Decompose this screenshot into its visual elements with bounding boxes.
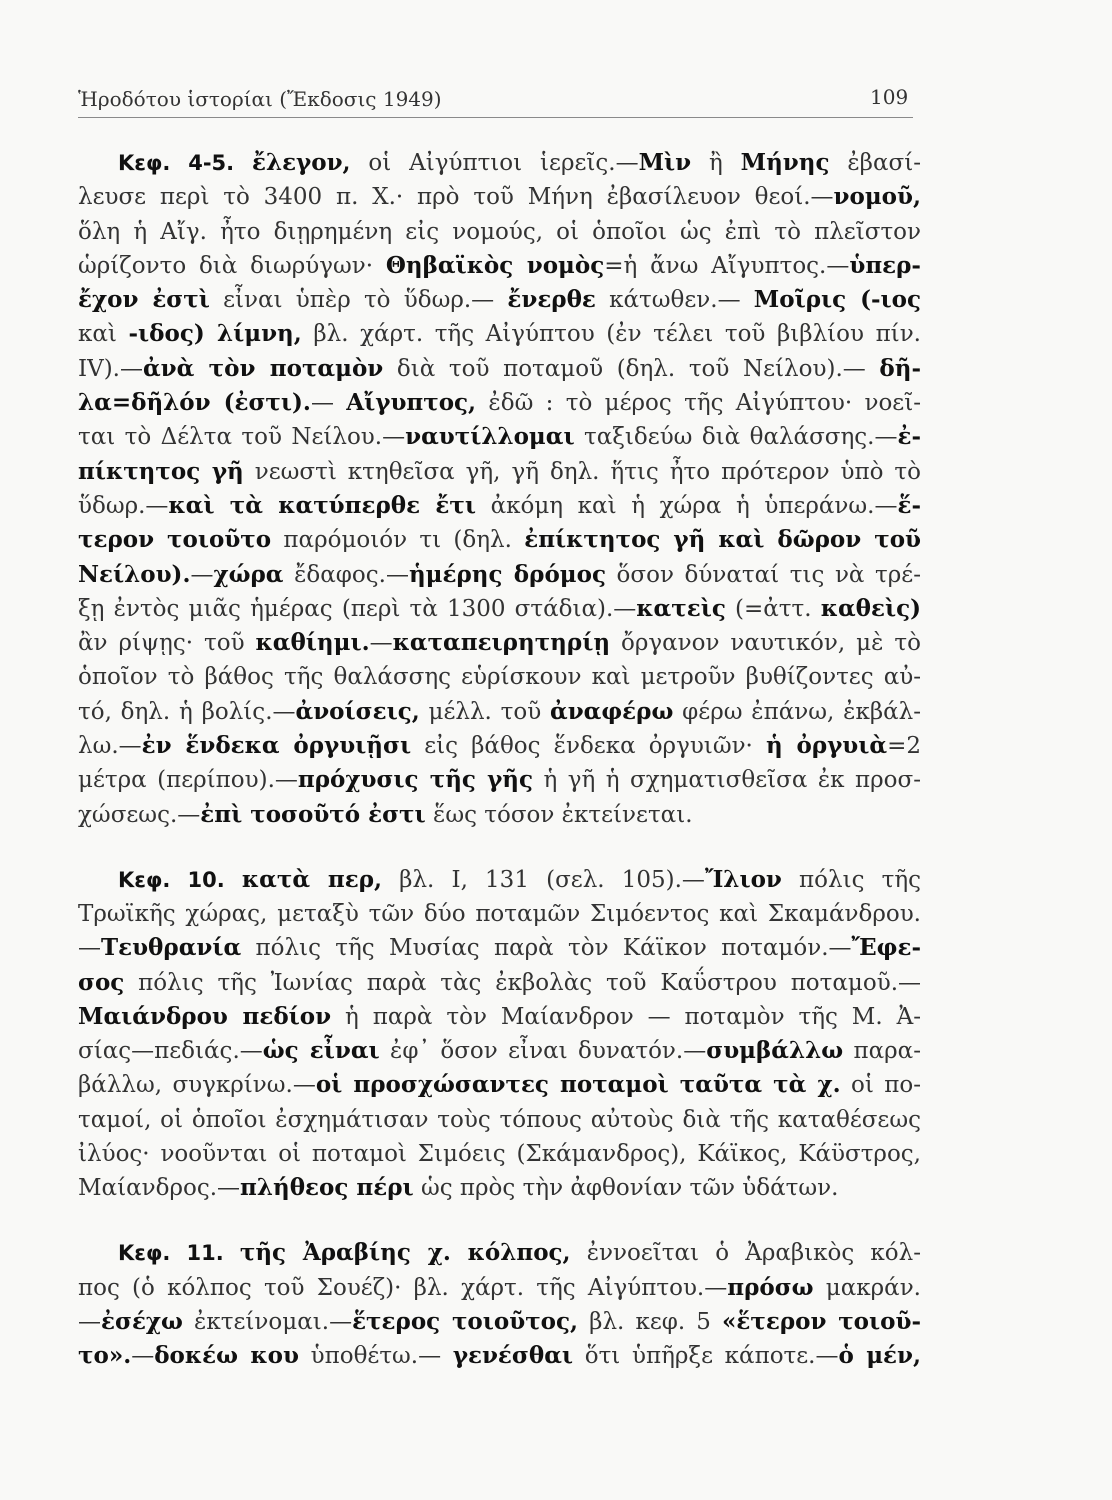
text-line — [78, 1068, 921, 1102]
text-run: ὅλη ἡ Αἴγ. ἦτο διῃρημένη εἰς νομούς, οἱ ὁποῖοι ὡς ἐπὶ τὸ πλεῖστον — [78, 218, 921, 245]
text-run: ὁποῖον τὸ βάθος τῆς θαλάσσης εὑρίσκουν καὶ μετροῦν βυθίζοντες αὐ- — [78, 664, 921, 691]
text-line — [78, 420, 921, 454]
bold-term: ἐπίκτητος γῆ καὶ δῶρον τοῦ — [524, 526, 921, 554]
text-run: ἂν ρίψῃς· τοῦ — [78, 630, 256, 657]
text-run: καὶ — [78, 321, 129, 348]
text-line — [78, 863, 921, 897]
text-run: =2 — [887, 733, 921, 760]
bold-term: ἡ ὀργυιὰ — [765, 732, 888, 760]
text-run: παρα- — [843, 1038, 921, 1065]
text-line — [78, 897, 921, 931]
text-run: ἡ γῆ ἡ σχηματισθεῖσα ἐκ προσ- — [533, 767, 921, 794]
text-run: ὡς πρὸς τὴν ἀφθονίαν τῶν ὑδάτων. — [413, 1175, 839, 1202]
paragraph — [78, 863, 921, 1206]
text-run: διὰ τοῦ ποταμοῦ (δηλ. τοῦ Νείλου).— — [383, 355, 880, 382]
text-run: νεωστὶ κτηθεῖσα γῆ, γῆ δηλ. ἥτις ἦτο πρότερον ὑπὸ τὸ — [243, 458, 921, 485]
text-line — [78, 1236, 921, 1270]
bold-term: ἔχον ἐστὶ — [78, 286, 210, 314]
bold-term: καὶ τὰ κατύπερθε ἔτι — [168, 491, 476, 519]
text-run: πόλις τῆς — [781, 866, 922, 893]
bold-term: το». — [78, 1342, 132, 1370]
text-line — [78, 489, 921, 523]
bold-term: ἔλεγον, — [251, 149, 351, 176]
text-run — [225, 867, 242, 893]
text-run: ταξιδεύω διὰ θαλάσσης.— — [574, 424, 898, 451]
text-run: ἀκόμη καὶ ἡ χώρα ἡ ὑπεράνω.— — [475, 492, 898, 519]
text-run: οἱ Αἰγύπτιοι ἱερεῖς.— — [350, 150, 639, 176]
bold-term: Αἴγυπτος, — [346, 389, 477, 417]
text-line — [78, 1137, 921, 1171]
bold-term: τῆς Ἀραβίης χ. κόλπος, — [239, 1239, 571, 1267]
bold-term: ἀνοίσεις, — [295, 697, 420, 725]
page-number: 109 — [870, 85, 909, 109]
text-run: μέλλ. τοῦ — [419, 698, 551, 725]
text-run: πος (ὁ κόλπος τοῦ Σουέζ)· βλ. χάρτ. τῆς Αἰγύπτου.— — [78, 1274, 728, 1301]
text-line — [78, 592, 921, 626]
bold-term: ἀναφέρω — [550, 697, 674, 725]
text-run: ἔδαφος.— — [283, 561, 409, 588]
text-run: τό, δηλ. ἡ βολίς.— — [78, 698, 296, 725]
text-line — [78, 352, 921, 386]
text-run: ἐκτείνομαι.— — [182, 1308, 353, 1335]
text-line — [78, 1271, 921, 1305]
bold-term: δῆ- — [879, 354, 921, 382]
text-line — [78, 763, 921, 797]
text-run: ὑποθέτω.— — [298, 1343, 453, 1370]
text-run: λευσε περὶ τὸ 3400 π. Χ.· πρὸ τοῦ Μήνη ἐβασίλευον θεοί.— — [78, 184, 834, 211]
text-run: ἡ παρὰ τὸν Μαίανδρον — ποταμὸν τῆς Μ. Ἀ- — [331, 1003, 921, 1030]
bold-term: Μοῖρις (-ιος — [753, 286, 921, 314]
text-run: πόλις τῆς Ἰωνίας παρὰ τὰς ἐκβολὰς τοῦ Καΰστρου ποταμοῦ.— — [124, 969, 921, 996]
text-run: ἐδῶ : τὸ μέρος τῆς Αἰγύπτου· νοεῖ- — [476, 390, 922, 417]
bold-term: Νείλου). — [78, 560, 191, 588]
chapter-label: Κεφ. 10. — [118, 867, 225, 892]
bold-term: ἐν ἕνδεκα ὀργυιῇσι — [141, 732, 412, 760]
text-run: κάτωθεν.— — [595, 287, 754, 314]
text-run: — — [310, 390, 347, 417]
text-run: ὅτι ὑπῆρξε κάποτε.— — [573, 1343, 839, 1370]
bold-term: πλήθεος πέρι — [240, 1174, 414, 1202]
text-line — [78, 558, 921, 592]
text-line — [78, 283, 921, 317]
text-line — [78, 1339, 921, 1373]
text-run: εἶναι ὑπὲρ τὸ ὕδωρ.— — [209, 287, 508, 314]
text-run: ἐννοεῖται ὁ Ἀραβικὸς κόλ- — [570, 1240, 921, 1267]
bold-term: ἕτερος τοιοῦτος, — [352, 1307, 579, 1335]
text-run: λω.— — [78, 733, 142, 760]
text-run: — — [369, 630, 393, 657]
bold-term: χώρα — [213, 560, 284, 588]
text-run: ὅσον δύναταί τις νὰ τρέ- — [605, 561, 921, 588]
text-run: — — [78, 1308, 101, 1335]
text-run: βλ. I, 131 (σελ. 105).— — [382, 866, 705, 893]
text-run — [224, 1240, 240, 1266]
text-run: εἰς βάθος ἕνδεκα ὀργυιῶν· — [411, 733, 766, 760]
bold-term: τερον τοιοῦτο — [78, 526, 272, 554]
bold-term: Θηβαϊκὸς νομὸς — [385, 251, 605, 279]
text-run: χώσεως.— — [78, 801, 201, 828]
bold-term: πρόσω — [727, 1273, 814, 1301]
text-line — [78, 317, 921, 351]
text-run: (=ἀττ. — [725, 595, 821, 622]
bold-term: καθεὶς) — [820, 594, 921, 622]
chapter-label: Κεφ. 11. — [118, 1241, 224, 1266]
text-run: =ἡ ἄνω Αἴγυπτος.— — [604, 252, 850, 279]
bold-term: Τευθρανία — [101, 934, 242, 962]
bold-term: δοκέω κου — [154, 1342, 299, 1370]
bold-term: ὑπερ- — [849, 251, 921, 279]
text-run: ἕως τόσον ἐκτείνεται. — [425, 801, 693, 828]
bold-term: «ἕτερον τοιοῦ- — [722, 1307, 922, 1335]
text-run: IV).— — [78, 355, 143, 382]
text-run: βλ. χάρτ. τῆς Αἰγύπτου (ἐν τέλει τοῦ βιβλίου πίν. — [301, 321, 921, 348]
bold-term: πίκτητος γῆ — [78, 457, 244, 485]
text-run: πόλις τῆς Μυσίας παρὰ τὸν Κάϊκον ποταμόν.— — [241, 935, 852, 962]
bold-term: Ἔφε- — [851, 934, 921, 962]
text-run: Τρωϊκῆς χώρας, μεταξὺ τῶν δύο ποταμῶν Σιμόεντος καὶ Σκαμάνδρου. — [78, 900, 921, 927]
text-run: παρόμοιόν τι (δηλ. — [271, 527, 525, 554]
text-run: ταμοί, οἱ ὁποῖοι ἐσχημάτισαν τοὺς τόπους αὐτοὺς διὰ τῆς καταθέσεως — [78, 1106, 921, 1133]
text-line — [78, 1171, 921, 1205]
bold-term: Ἴλιον — [704, 865, 782, 893]
bold-term: Μαιάνδρου πεδίον — [78, 1002, 332, 1030]
text-line — [78, 798, 921, 832]
text-line — [78, 966, 921, 1000]
text-run: ξῃ ἐντὸς μιᾶς ἡμέρας (περὶ τὰ 1300 στάδια).— — [78, 595, 637, 622]
text-run: βάλλω, συγκρίνω.— — [78, 1072, 316, 1099]
text-line — [78, 1034, 921, 1068]
text-line — [78, 180, 921, 214]
bold-term: ἐ- — [897, 423, 921, 451]
text-line — [78, 1305, 921, 1339]
bold-term: ἀνὰ τὸν ποταμὸν — [142, 354, 384, 382]
body-text — [78, 146, 921, 1373]
running-head-title: Ἡροδότου ἱστορίαι (Ἔκδοσις 1949) — [78, 87, 442, 111]
text-line — [78, 249, 921, 283]
text-run: μακράν. — [813, 1274, 921, 1301]
text-run: ὡρίζοντο διὰ διωρύγων· — [78, 252, 386, 279]
text-line — [78, 146, 921, 180]
text-line — [78, 626, 921, 660]
bold-term: Μήνης — [740, 149, 830, 176]
text-run: ται τὸ Δέλτα τοῦ Νείλου.— — [78, 424, 406, 451]
header-rule — [78, 117, 913, 118]
bold-term: Μὶν — [638, 149, 692, 176]
text-run — [234, 150, 252, 176]
bold-term: -ιδος) λίμνη, — [128, 320, 302, 348]
bold-term: καταπειρητηρίῃ — [392, 629, 611, 657]
bold-term: ἕ- — [897, 491, 921, 519]
text-line — [78, 455, 921, 489]
bold-term: λα=δῆλόν (ἐστι). — [78, 389, 311, 417]
bold-term: ἐσέχω — [101, 1307, 183, 1335]
bold-term: κατεὶς — [636, 594, 726, 622]
bold-term: συμβάλλω — [706, 1037, 844, 1065]
bold-term: σος — [78, 968, 125, 996]
text-run: ὕδωρ.— — [78, 492, 169, 519]
bold-term: καθίημι. — [255, 629, 370, 657]
text-line — [78, 215, 921, 249]
text-run: μέτρα (περίπου).— — [78, 767, 298, 794]
text-line — [78, 729, 921, 763]
text-run: — — [131, 1343, 155, 1370]
text-line — [78, 660, 921, 694]
text-run: ὄργανον ναυτικόν, μὲ τὸ — [610, 630, 921, 657]
chapter-label: Κεφ. 4-5. — [118, 151, 235, 175]
text-run: οἱ πο- — [840, 1072, 921, 1099]
text-run: — — [78, 935, 101, 962]
paragraph — [78, 146, 921, 832]
text-run: — — [190, 561, 214, 588]
bold-term: νομοῦ, — [833, 183, 921, 211]
bold-term: ναυτίλλομαι — [405, 423, 575, 451]
bold-term: πρόχυσις τῆς γῆς — [297, 766, 534, 794]
text-run: Μαίανδρος.— — [78, 1175, 241, 1202]
bold-term: οἱ προσχώσαντες ποταμοὶ ταῦτα τὰ χ. — [315, 1071, 841, 1099]
bold-term: γενέσθαι — [452, 1342, 574, 1370]
paragraph — [78, 1236, 921, 1373]
bold-term: ἡμέρης δρόμος — [408, 560, 606, 588]
text-run: ἐβασί- — [829, 150, 921, 176]
text-run: φέρω ἐπάνω, ἐκβάλ- — [673, 698, 921, 725]
bold-term: ὁ μέν, — [838, 1342, 922, 1370]
text-line — [78, 386, 921, 420]
text-run: βλ. κεφ. 5 — [578, 1308, 722, 1335]
text-run: ἰλύος· νοοῦνται οἱ ποταμοὶ Σιμόεις (Σκάμανδρος), Κάϊκος, Κάϋστρος, — [78, 1141, 921, 1167]
text-run: σίας—πεδιάς.— — [78, 1038, 263, 1065]
text-line — [78, 931, 921, 965]
text-line — [78, 1000, 921, 1034]
bold-term: ἐπὶ τοσοῦτό ἐστι — [200, 800, 426, 828]
bold-term: ἔνερθε — [507, 286, 596, 314]
text-line — [78, 523, 921, 557]
bold-term: κατὰ περ, — [241, 865, 382, 893]
text-line — [78, 1103, 921, 1137]
text-run: ἢ — [691, 150, 741, 176]
text-line — [78, 695, 921, 729]
bold-term: ὡς εἶναι — [262, 1037, 380, 1065]
text-run: ἐφ᾽ ὅσον εἶναι δυνατόν.— — [379, 1038, 707, 1065]
